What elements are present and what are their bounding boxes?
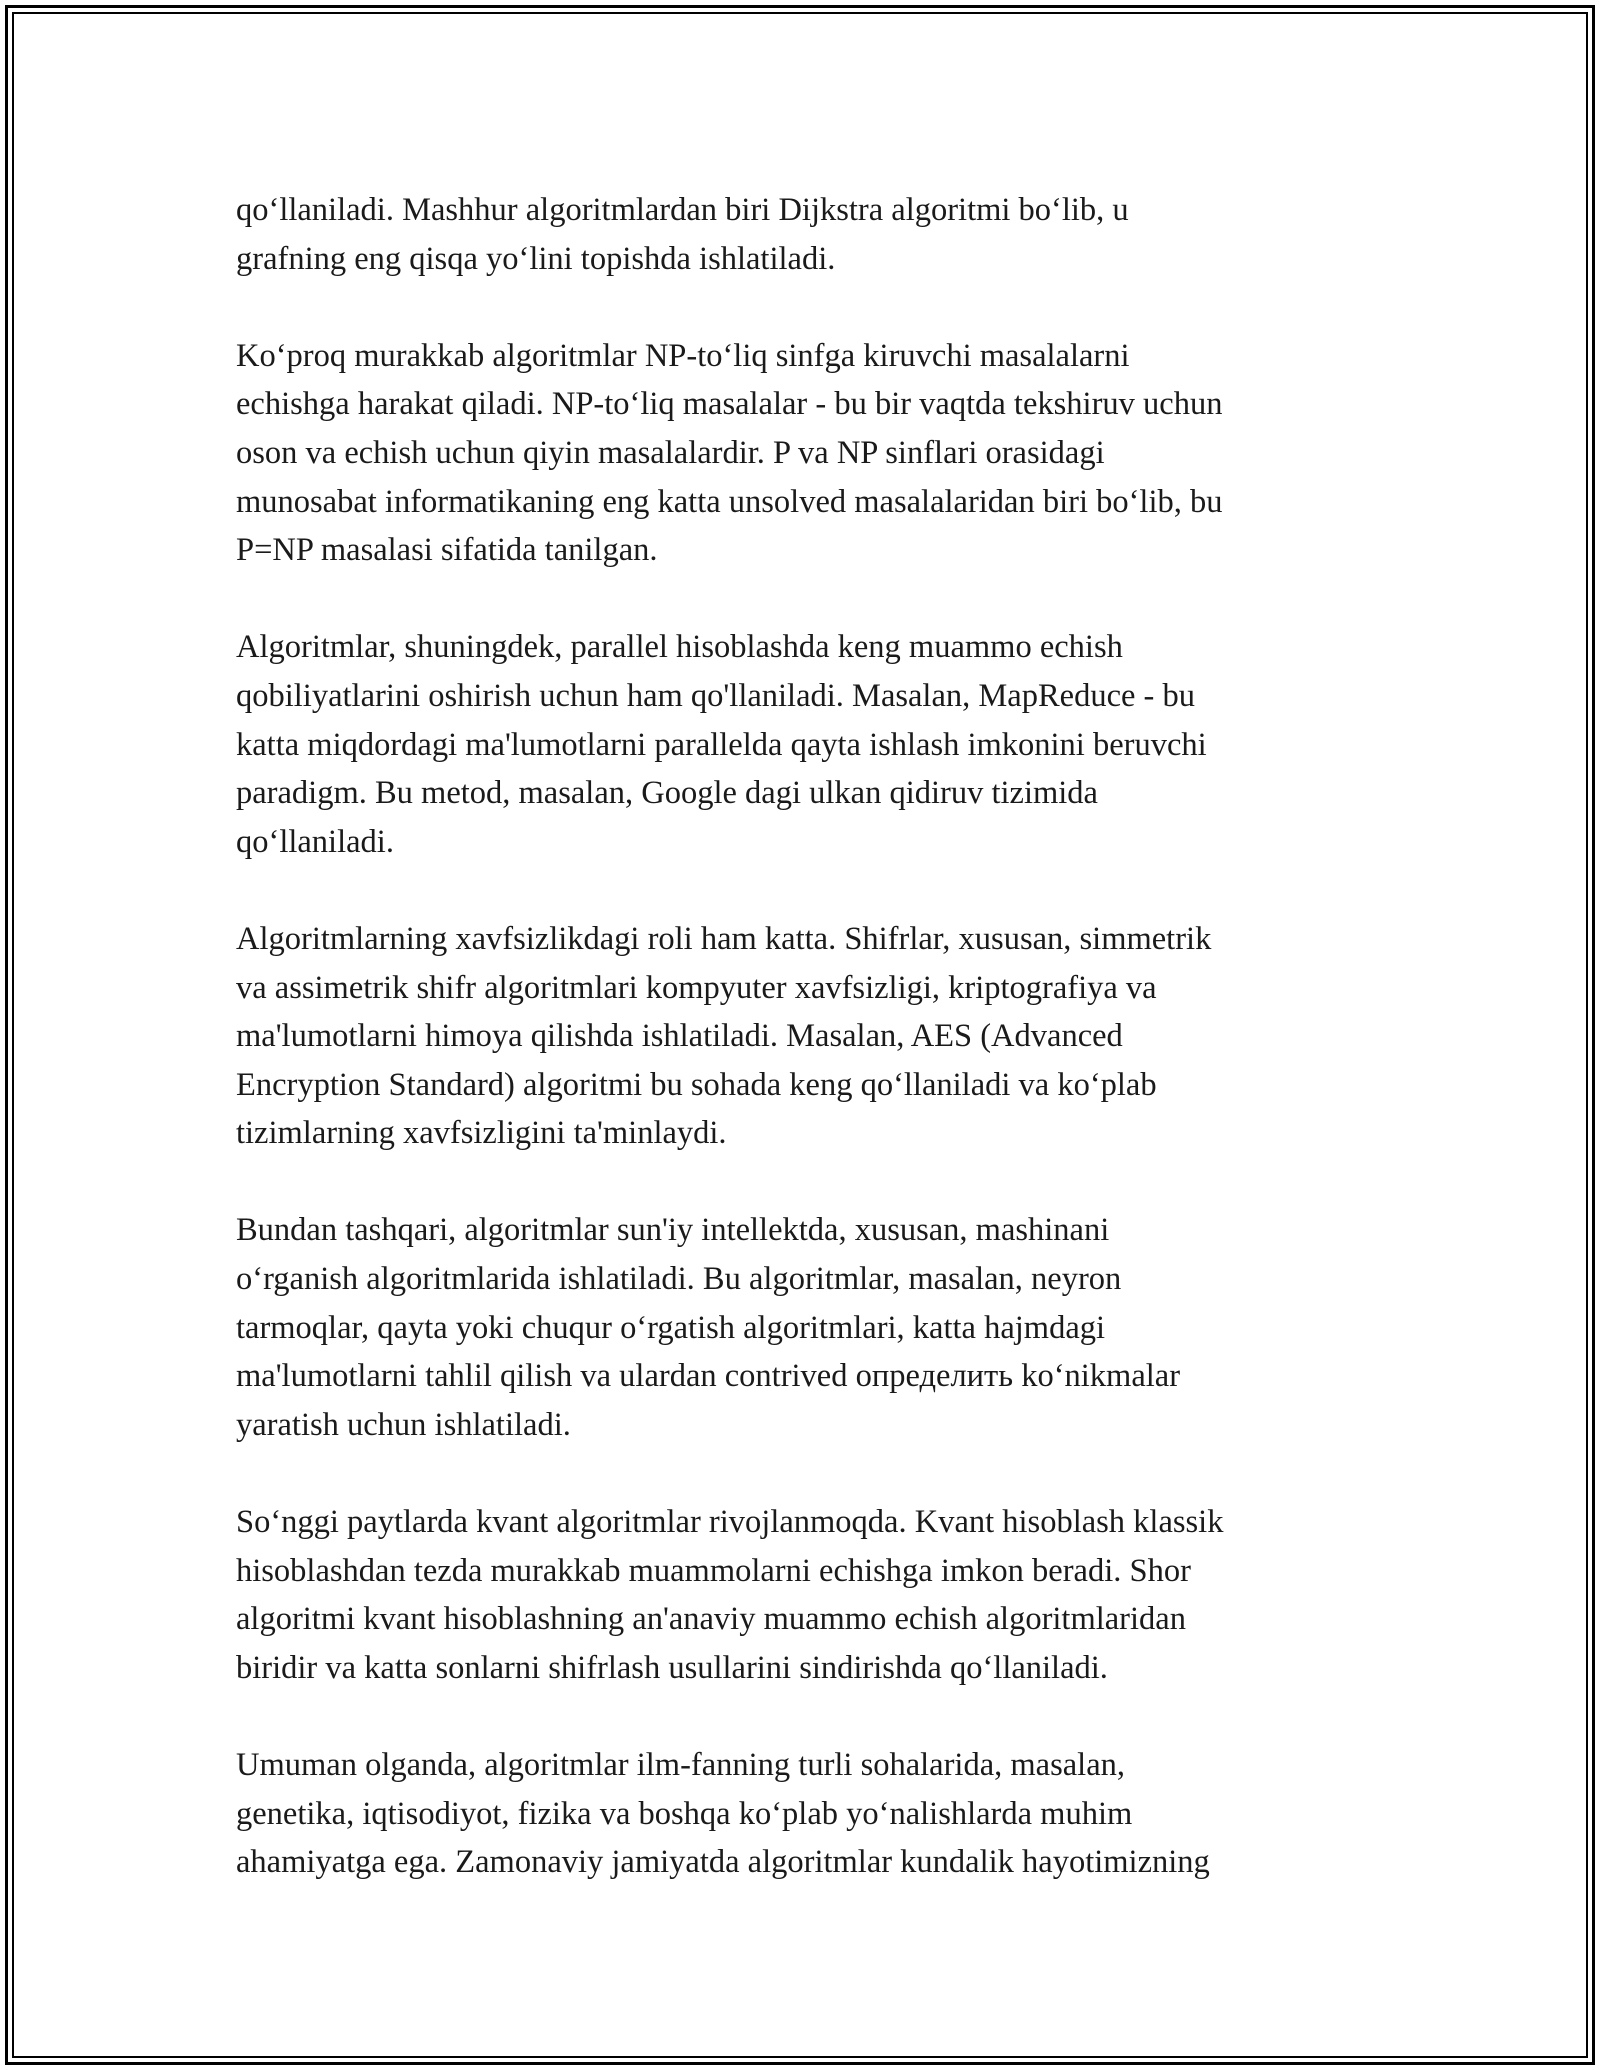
paragraph-dijkstra: qo‘llaniladi. Mashhur algoritmlardan biri Dijkstra algoritmi bo‘lib, u grafning eng qisqa yo‘lini topishda ishlatiladi.: [236, 192, 1129, 277]
paragraph-security: Algoritmlarning xavfsizlikdagi roli ham katta. Shifrlar, xususan, simmetrik va assimetrik shifr algoritmlari kompyuter xavfsizligi, kriptografiya va ma'lumotlarni himoya qilishda ishlatiladi. Masalan, AES (Advanced Encryption Standard) algoritmi bu sohada keng qo‘llaniladi va ko‘plab tizimlarning xavfsizligini ta'minlaydi.: [236, 920, 1212, 1152]
paragraph-artificial-intelligence: Bundan tashqari, algoritmlar sun'iy intellektda, xususan, mashinani o‘rganish algoritmlarida ishlatiladi. Bu algoritmlar, masalan, neyron tarmoqlar, qayta yoki chuqur o‘rgatish algoritmlari, katta hajmdagi ma'lumotlarni tahlil qilish va ulardan contrived определить ko‘nikmalar yaratish uchun ishlatiladi.: [236, 1212, 1181, 1443]
paragraph-conclusion: Umuman olganda, algoritmlar ilm-fanning turli sohalarida, masalan, genetika, iqtisodiyot, fizika va boshqa ko‘plab yo‘nalishlarda muhim ahamiyatga ega. Zamonaviy jamiyatda algoritmlar kundalik hayotimizning: [236, 1747, 1210, 1881]
paragraph-quantum-algorithms: So‘nggi paytlarda kvant algoritmlar rivojlanmoqda. Kvant hisoblash klassik hisoblashdan tezda murakkab muammolarni echishga imkon beradi. Shor algoritmi kvant hisoblashning an'anaviy muammo echish algoritmlaridan biridir va katta sonlarni shifrlash usullarini sindirishda qo‘llaniladi.: [236, 1504, 1224, 1686]
paragraph-np-complete: Ko‘proq murakkab algoritmlar NP-to‘liq sinfga kiruvchi masalalarni echishga harakat qiladi. NP-to‘liq masalalar - bu bir vaqtda tekshiruv uchun oson va echish uchun qiyin masalalardir. P va NP sinflari orasidagi munosabat informatikaning eng katta unsolved masalalaridan biri bo‘lib, bu P=NP masalasi sifatida tanilgan.: [236, 337, 1223, 569]
paragraph-parallel-computing: Algoritmlar, shuningdek, parallel hisoblashda keng muammo echish qobiliyatlarini oshirish uchun ham qo'llaniladi. Masalan, MapReduce - bu katta miqdordagi ma'lumotlarni parallelda qayta ishlash imkonini beruvchi paradigm. Bu metod, masalan, Google dagi ulkan qidiruv tizimida qo‘llaniladi.: [236, 629, 1207, 860]
document-body: [236, 186, 1366, 1935]
